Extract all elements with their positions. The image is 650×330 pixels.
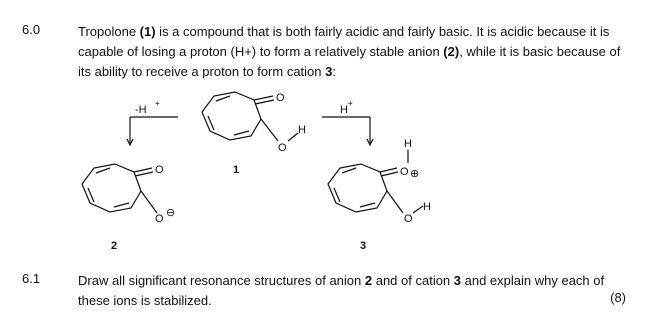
carbonyl-oxygen: O: [276, 92, 285, 104]
compound-label-2: 2: [111, 240, 118, 252]
hydroxyl-hydrogen: H: [298, 124, 306, 136]
marks-allocation: (8): [610, 290, 626, 305]
plus-proton-label: H: [340, 104, 348, 116]
oxide-oxygen: O: [155, 213, 164, 225]
minus-proton-label: -H: [135, 104, 147, 116]
question-number-6-0: 6.0: [22, 22, 41, 37]
carbonyl-oxygen: O: [155, 164, 164, 176]
oxonium-oxygen: O: [400, 166, 409, 178]
cation-structure: [328, 150, 423, 213]
compound-label-3: 3: [360, 240, 367, 252]
hydroxyl-oxygen: O: [278, 142, 287, 154]
anion-structure: [82, 164, 157, 213]
hydroxyl-oxygen: O: [404, 213, 413, 225]
question-number-6-1: 6.1: [22, 271, 41, 286]
positive-charge-icon: ⊕: [410, 168, 420, 180]
question-6-1-text: Draw all significant resonance structures of anion 2 and of cation 3 and explain why each of these ions is stabilized.: [78, 273, 605, 308]
hydroxyl-hydrogen: H: [423, 201, 431, 213]
oxonium-hydrogen: H: [404, 138, 412, 150]
superscript-plus: +: [348, 99, 353, 108]
negative-charge-icon: ⊖: [166, 207, 176, 219]
compound-label-1: 1: [233, 164, 240, 176]
question-6-0-text: Tropolone (1) is a compound that is both fairly acidic and fairly basic. It is acidic because it is capable of losing a proton (H+) to form a relatively stable anion (2), while it is basic because of its ability to receive a proton to form cation 3:: [78, 24, 621, 79]
superscript-plus: +: [155, 99, 160, 108]
